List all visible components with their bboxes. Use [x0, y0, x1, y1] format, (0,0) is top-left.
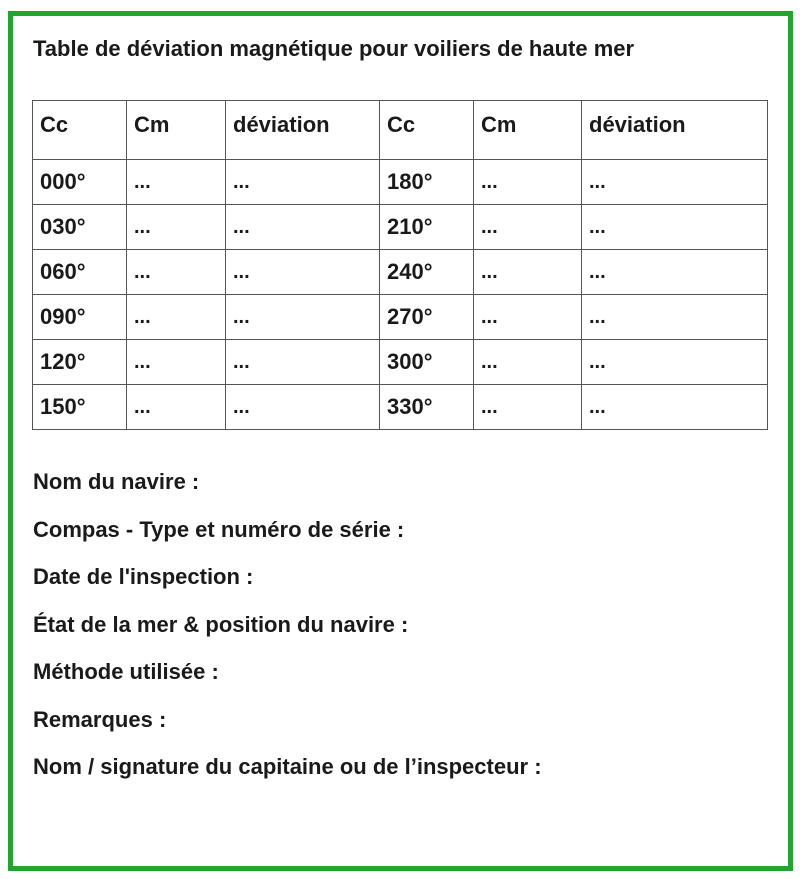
cell-deviation: ...: [582, 205, 768, 250]
header-deviation-right: déviation: [582, 101, 768, 160]
cell-deviation: ...: [226, 250, 380, 295]
deviation-table: [32, 100, 768, 430]
table-row: [33, 385, 768, 430]
cell-deviation: ...: [226, 385, 380, 430]
header-deviation-left: déviation: [226, 101, 380, 160]
cell-cc: 120°: [33, 340, 127, 385]
cell-cm: ...: [474, 295, 582, 340]
header-cc-right: Cc: [380, 101, 474, 160]
table-row: [33, 295, 768, 340]
cell-cm: ...: [474, 340, 582, 385]
table-header-row: [33, 101, 768, 160]
cell-deviation: ...: [582, 385, 768, 430]
cell-deviation: ...: [582, 250, 768, 295]
cell-cm: ...: [474, 385, 582, 430]
cell-deviation: ...: [582, 340, 768, 385]
cell-cc: 090°: [33, 295, 127, 340]
cell-cc: 270°: [380, 295, 474, 340]
cell-cc: 330°: [380, 385, 474, 430]
header-cc-left: Cc: [33, 101, 127, 160]
cell-cm: ...: [127, 250, 226, 295]
cell-cc: 000°: [33, 160, 127, 205]
cell-cm: ...: [127, 385, 226, 430]
cell-deviation: ...: [226, 160, 380, 205]
field-compass-type-serial: Compas - Type et numéro de série :: [33, 516, 405, 542]
field-remarks: Remarques :: [33, 706, 167, 732]
cell-deviation: ...: [226, 295, 380, 340]
cell-cc: 060°: [33, 250, 127, 295]
field-ship-name: Nom du navire :: [33, 469, 200, 494]
cell-cc: 210°: [380, 205, 474, 250]
cell-cm: ...: [474, 250, 582, 295]
field-inspection-date: Date de l'inspection :: [33, 564, 254, 589]
cell-deviation: ...: [226, 340, 380, 385]
cell-cc: 240°: [380, 250, 474, 295]
cell-cc: 300°: [380, 340, 474, 385]
cell-deviation: ...: [582, 160, 768, 205]
cell-cm: ...: [127, 160, 226, 205]
form-fields-list: [33, 467, 542, 800]
cell-cm: ...: [474, 160, 582, 205]
table-row: [33, 250, 768, 295]
field-captain-signature: Nom / signature du capitaine ou de l’inspecteur :: [33, 754, 542, 779]
table-row: [33, 340, 768, 385]
cell-cm: ...: [474, 205, 582, 250]
table-row: [33, 160, 768, 205]
table-row: [33, 205, 768, 250]
field-sea-state-position: État de la mer & position du navire :: [33, 611, 409, 637]
cell-cc: 150°: [33, 385, 127, 430]
cell-deviation: ...: [582, 295, 768, 340]
cell-cm: ...: [127, 340, 226, 385]
header-cm-right: Cm: [474, 101, 582, 160]
header-cm-left: Cm: [127, 101, 226, 160]
field-method-used: Méthode utilisée :: [33, 659, 219, 684]
cell-cm: ...: [127, 295, 226, 340]
page-title: Table de déviation magnétique pour voiliers de haute mer: [33, 36, 635, 61]
cell-deviation: ...: [226, 205, 380, 250]
cell-cc: 180°: [380, 160, 474, 205]
cell-cc: 030°: [33, 205, 127, 250]
cell-cm: ...: [127, 205, 226, 250]
